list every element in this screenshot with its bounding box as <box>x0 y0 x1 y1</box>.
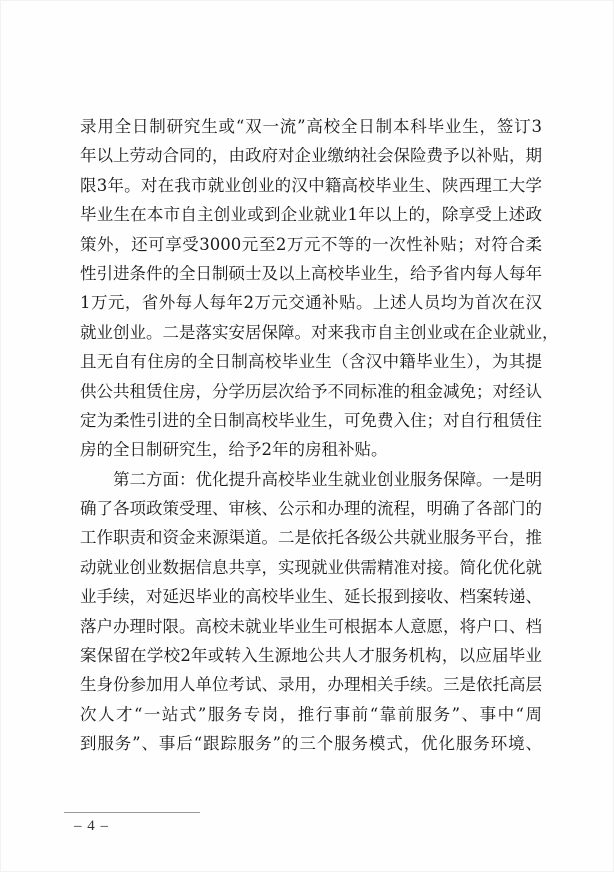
text-line: 就业创业。二是落实安居保障。对来我市自主创业或在企业就业， <box>80 322 559 342</box>
text-line: 案保留在学校2年或转入生源地公共人才服务机构，以应届毕业 <box>80 646 542 666</box>
page-number: – 4 – <box>74 818 109 834</box>
text-line: 性引进条件的全日制硕士及以上高校毕业生，给予省内每人每年 <box>80 263 542 283</box>
text-line: 录用全日制研究生或“双一流”高校全日制本科毕业生，签订3 <box>80 117 542 136</box>
paragraph-end-line: 房的全日制研究生，给予2年的房租补贴。 <box>80 440 388 460</box>
text-line: 毕业生在本市自主创业或到企业就业1年以上的，除享受上述政 <box>80 205 542 225</box>
text-line: 策外，还可享受3000元至2万元不等的一次性补贴；对符合柔 <box>80 234 542 254</box>
text-line: 定为柔性引进的全日制高校毕业生，可免费入住；对自行租赁住 <box>80 410 542 430</box>
text-line: 且无自有住房的全日制高校毕业生（含汉中籍毕业生），为其提 <box>80 352 542 372</box>
text-line: 限3年。对在我市就业创业的汉中籍高校毕业生、陕西理工大学 <box>80 175 542 195</box>
text-line: 1万元，省外每人每年2万元交通补贴。上述人员均为首次在汉 <box>80 293 542 313</box>
paragraph-start-line: 第二方面：优化提升高校毕业生就业创业服务保障。一是明 <box>80 469 542 489</box>
footer-divider <box>64 812 200 813</box>
text-line: 确了各项政策受理、审核、公示和办理的流程，明确了各部门的 <box>80 499 542 519</box>
text-line: 到服务”、事后“跟踪服务”的三个服务模式，优化服务环境、 <box>80 734 542 754</box>
text-line: 工作职责和资金来源渠道。二是依托各级公共就业服务平台，推 <box>80 528 542 548</box>
document-body <box>80 112 559 759</box>
text-line: 年以上劳动合同的，由政府对企业缴纳社会保险费予以补贴，期 <box>80 146 542 166</box>
text-line: 生身份参加用人单位考试、录用，办理相关手续。三是依托高层 <box>80 675 542 695</box>
text-line: 落户办理时限。高校未就业毕业生可根据本人意愿，将户口、档 <box>80 616 542 636</box>
text-line: 次人才“一站式”服务专岗，推行事前“靠前服务”、事中“周 <box>80 704 542 724</box>
text-line: 供公共租赁住房，分学历层次给予不同标准的租金减免；对经认 <box>80 381 542 401</box>
text-line: 业手续，对延迟毕业的高校毕业生、延长报到接收、档案转递、 <box>80 587 542 607</box>
text-line: 动就业创业数据信息共享，实现就业供需精准对接。简化优化就 <box>80 557 542 577</box>
